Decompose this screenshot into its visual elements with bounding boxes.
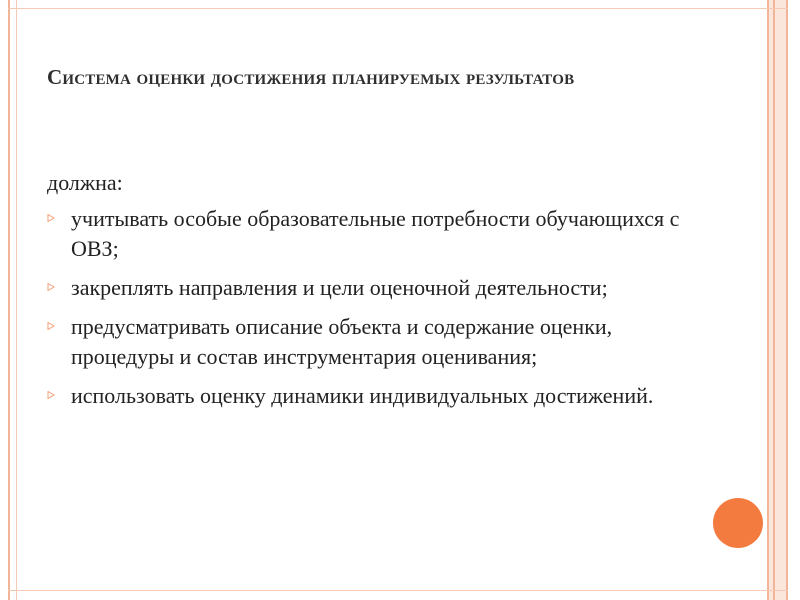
frame-right-line [786,0,788,600]
list-item [47,381,687,411]
slide-title: Система оценки достижения планируемых результатов [47,65,575,89]
decorative-circle-icon [713,498,763,548]
bullet-list [47,204,687,420]
list-item [47,204,687,264]
list-item-text: использовать оценку динамики индивидуальных достижений. [71,383,654,408]
bullet-icon [47,283,55,291]
frame-right-band [767,0,788,600]
frame-right-line [773,0,775,600]
list-item [47,312,687,372]
bullet-icon [47,391,55,399]
frame-bottom-line [8,590,788,591]
list-item-text: учитывать особые образовательные потребности обучающихся с ОВЗ; [71,206,680,261]
frame-right-line [767,0,769,600]
intro-text: должна: [47,170,123,195]
bullet-icon [47,214,55,222]
bullet-icon [47,322,55,330]
list-item [47,273,687,303]
list-item-text: предусматривать описание объекта и содержание оценки, процедуры и состав инструментария оценивания; [71,314,613,369]
frame-left-line [8,0,10,600]
list-item-text: закреплять направления и цели оценочной деятельности; [71,275,608,300]
